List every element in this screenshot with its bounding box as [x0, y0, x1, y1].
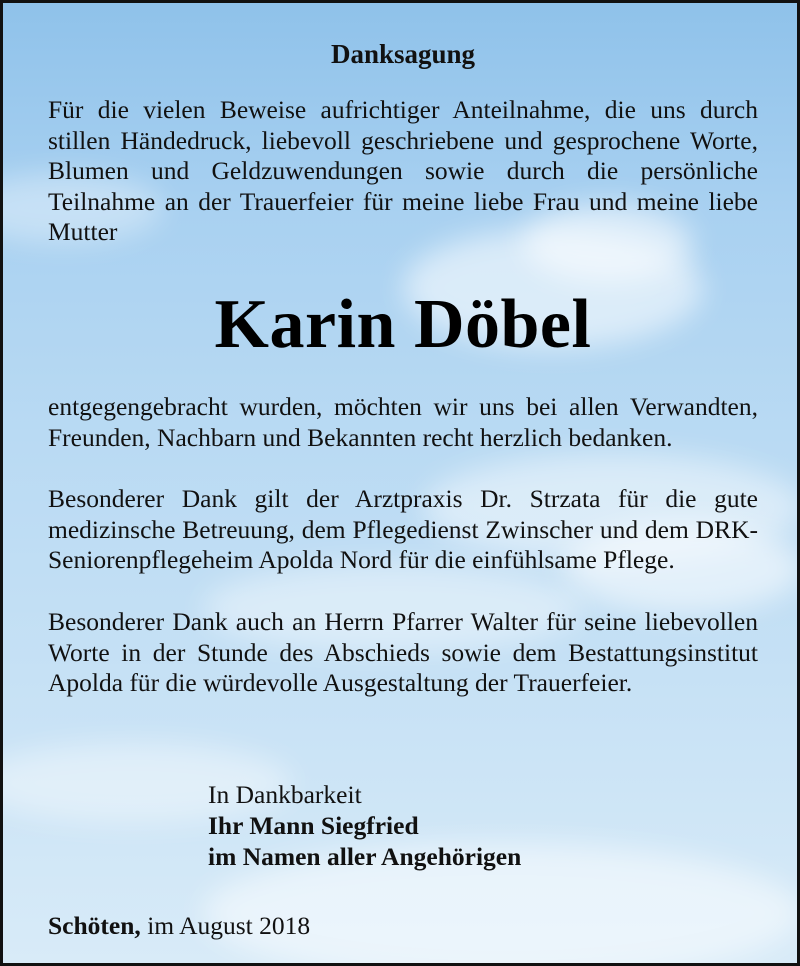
date: im August 2018 — [147, 911, 311, 940]
body-paragraph-3: Besonderer Dank auch an Herrn Pfarrer Walter für seine liebevollen Worte in der Stunde des Abschieds sowie dem Bestattungsinstitut Apolda für die würdevolle Ausgestaltung der Trauerfeier. — [48, 607, 758, 698]
body-paragraph-2: Besonderer Dank gilt der Arztpraxis Dr. Strzata für die gute medizinsche Betreuung, dem Pflegedienst Zwinscher und dem DRK-Seniorenpflegeheim Apolda Nord für die einfühlsame Pflege. — [48, 484, 758, 575]
place-date-line — [48, 911, 310, 941]
place: Schöten, — [48, 911, 141, 940]
signer-relatives: im Namen aller Angehörigen — [208, 842, 522, 871]
notice-title: Danksagung — [330, 39, 476, 69]
intro-paragraph: Für die vielen Beweise aufrichtiger Anteilnahme, die uns durch stillen Händedruck, liebevoll geschriebene und gesprochene Worte, Blumen und Geldzuwendungen sowie durch die persönliche Teilnahme an der Trauerfeier für meine liebe Frau und meine liebe Mutter — [48, 95, 758, 247]
signature-block — [208, 779, 521, 872]
body-paragraph-1: entgegengebracht wurden, möchten wir uns bei allen Verwandten, Freunden, Nachbarn und Bekannten recht herzlich bedanken. — [48, 392, 758, 452]
closing-line: In Dankbarkeit — [208, 780, 362, 809]
deceased-name: Karin Döbel — [214, 286, 592, 363]
signer-name: Ihr Mann Siegfried — [208, 811, 419, 840]
